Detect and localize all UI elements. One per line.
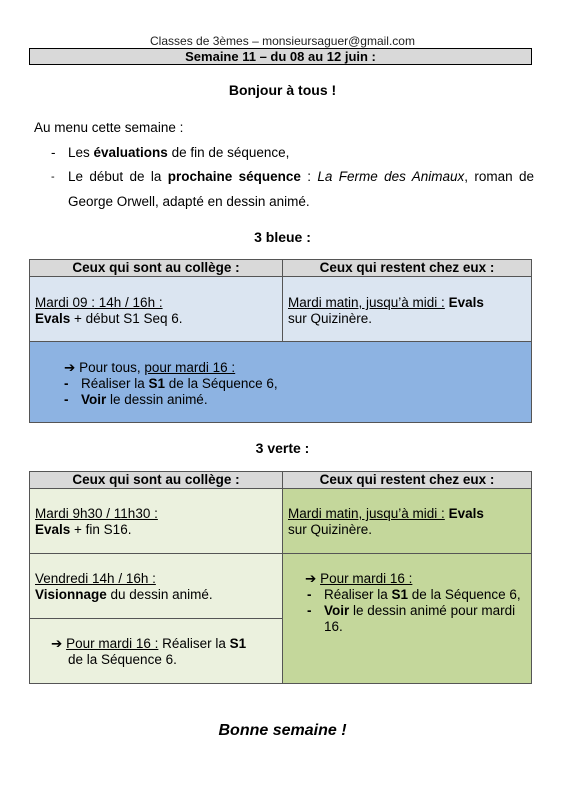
- bleue-college-cell: Mardi 09 : 14h / 16h : Evals + début S1 Seq 6.: [29, 276, 283, 342]
- closing-message: Bonne semaine !: [218, 722, 347, 739]
- bleue-col1-header: Ceux qui sont au collège :: [29, 259, 283, 277]
- bleue-col2-header: Ceux qui restent chez eux :: [282, 259, 532, 277]
- dash-bullet: -: [307, 587, 312, 602]
- verte-task-s1: - Réaliser la S1 de la Séquence 6,: [307, 587, 521, 602]
- dash-bullet: -: [51, 171, 55, 183]
- bleue-home-cell: Mardi matin, jusqu’à midi : Evals sur Quizinère.: [282, 276, 532, 342]
- intro-item-next-sequence: - Le début de la prochaine séquence : La Ferme des Animaux, roman de George Orwell, adapté en dessin animé.: [34, 165, 534, 214]
- bleue-college-date: Mardi 09 : 14h / 16h :: [35, 295, 163, 310]
- bleue-all-cell: ➔ Pour tous, pour mardi 16 : - Réaliser la S1 de la Séquence 6, - Voir le dessin animé.: [29, 341, 532, 423]
- verte-col2-header: Ceux qui restent chez eux :: [282, 471, 532, 489]
- right-arrow-icon: ➔: [51, 636, 63, 651]
- intro-item-evaluations: - Les évaluations de fin de séquence,: [34, 141, 534, 166]
- intro-lead: Au menu cette semaine :: [34, 120, 184, 135]
- verte-college-cell: Mardi 9h30 / 11h30 : Evals + fin S16.: [29, 488, 283, 554]
- verte-college-task-cell: ➔ Pour mardi 16 : Réaliser la S1 de la Séquence 6.: [29, 618, 283, 684]
- verte-friday-date: Vendredi 14h / 16h :: [35, 571, 156, 586]
- bleue-task-s1: - Réaliser la S1 de la Séquence 6,: [64, 376, 278, 391]
- right-arrow-icon: ➔: [305, 571, 317, 586]
- right-arrow-icon: ➔: [64, 360, 76, 375]
- contact-line: Classes de 3èmes – monsieursaguer@gmail.com: [150, 34, 415, 48]
- verte-home-task-cell: ➔ Pour mardi 16 : - Réaliser la S1 de la Séquence 6, - Voir le dessin animé pour mardi 16.: [282, 553, 532, 684]
- verte-col1-header: Ceux qui sont au collège :: [29, 471, 283, 489]
- week-banner: Semaine 11 – du 08 au 12 juin :: [29, 48, 532, 65]
- dash-bullet: -: [51, 144, 56, 160]
- dash-bullet: -: [64, 392, 69, 407]
- dash-bullet: -: [64, 376, 69, 391]
- verte-home-cell: Mardi matin, jusqu’à midi : Evals sur Quizinère.: [282, 488, 532, 554]
- dash-bullet: -: [307, 603, 312, 618]
- bleue-task-video: - Voir le dessin animé.: [64, 392, 208, 407]
- verte-college-date: Mardi 9h30 / 11h30 :: [35, 506, 158, 521]
- class-title-verte: 3 verte :: [255, 440, 310, 456]
- class-title-bleue: 3 bleue :: [254, 229, 311, 245]
- verte-task-video: - Voir le dessin animé pour mardi 16.: [307, 603, 516, 634]
- intro-section: [34, 116, 534, 214]
- verte-friday-cell: Vendredi 14h / 16h : Visionnage du dessin animé.: [29, 553, 283, 619]
- greeting: Bonjour à tous !: [228, 82, 337, 98]
